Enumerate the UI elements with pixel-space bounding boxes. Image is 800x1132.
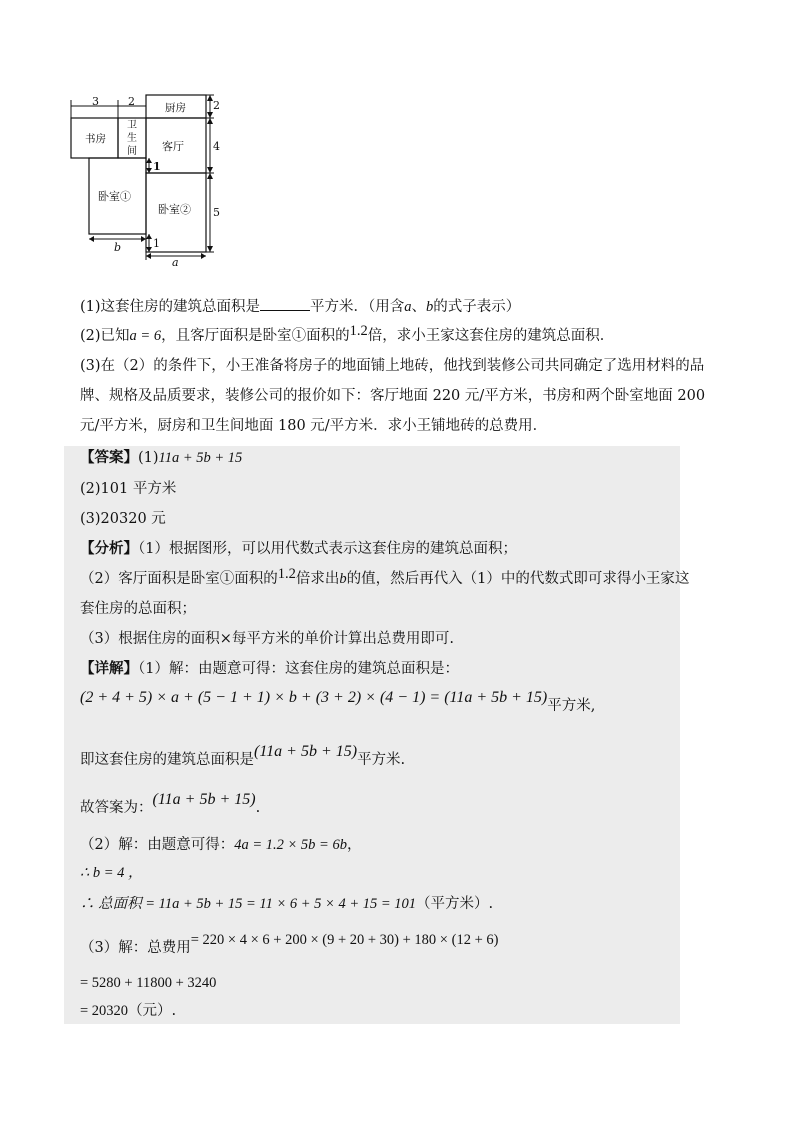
detail-line-5: ∴ b = 4 ， [80, 865, 143, 881]
analysis-line-4: （3）根据住房的面积×每平方米的单价计算出总费用即可. [80, 631, 454, 647]
detail-line-3: 故答案为：(11a + 5b + 15). [80, 791, 261, 816]
answer-line-3: (3)20320 元 [80, 511, 166, 527]
dim-gap-1-label: 1 [153, 160, 161, 173]
room-living-label: 客厅 [162, 140, 184, 153]
detail-line-6: ∴ 总面积 = 11a + 5b + 15 = 11 × 6 + 5 × 4 + 15 = 101（平方米）. [80, 896, 494, 912]
room-wc-label-3: 间 [127, 146, 137, 157]
room-wc-label-2: 生 [127, 133, 137, 144]
detail-line-4: （2）解：由题意可得：4a = 1.2 × 5b = 6b， [80, 837, 362, 853]
dim-2-label: 2 [128, 95, 135, 108]
dim-right-5-label: 5 [213, 206, 220, 219]
dim-b-label: b [114, 241, 122, 254]
question-3-line-2: 牌、规格及品质要求，装修公司的报价如下：客厅地面 220 元/平方米，书房和两个卧室地面 200 [80, 388, 706, 404]
detail-line-9: = 20320（元）. [80, 1003, 177, 1019]
room-kitchen-label: 厨房 [165, 102, 186, 114]
question-3-line-1: (3)在（2）的条件下，小王准备将房子的地面铺上地砖，他找到装修公司共同确定了选用材料的品 [80, 358, 705, 374]
detail-eq-1: (2 + 4 + 5) × a + (5 − 1 + 1) × b + (3 + 2) × (4 − 1) = (11a + 5b + 15)平方米, [80, 689, 596, 714]
detail-line-1: 【详解】（1）解：由题意可得：这套住房的建筑总面积是： [80, 660, 459, 677]
room-study-label: 书房 [85, 133, 106, 145]
analysis-line-1: 【分析】（1）根据图形，可以用代数式表示这套住房的建筑总面积； [80, 540, 517, 557]
room-bed1-label: 卧室① [98, 190, 131, 203]
dim-3-label: 3 [92, 95, 99, 108]
question-3-line-3: 元/平方米，厨房和卫生间地面 180 元/平方米．求小王铺地砖的总费用． [80, 418, 548, 434]
answer-blank [260, 296, 310, 311]
answer-line-1: 【答案】(1)11a + 5b + 15 [80, 449, 243, 466]
dim-right-4-label: 4 [213, 140, 220, 153]
question-2: (2)已知a = 6，且客厅面积是卧室①面积的1.2倍，求小王家这套住房的建筑总面积． [80, 323, 615, 344]
dim-a-label: a [172, 256, 179, 267]
analysis-line-2: （2）客厅面积是卧室①面积的1.2倍求出b的值，然后再代入（1）中的代数式即可求得小王家这 [80, 566, 690, 587]
dim-gap-1b-label: 1 [153, 237, 160, 250]
detail-line-8: = 5280 + 11800 + 3240 [80, 975, 217, 991]
floor-plan-figure [64, 92, 224, 267]
room-wc-label-1: 卫 [127, 120, 137, 131]
analysis-line-3: 套住房的总面积； [80, 601, 196, 617]
answer-line-2: (2)101 平方米 [80, 481, 177, 497]
detail-line-7: （3）解：总费用= 220 × 4 × 6 + 200 × (9 + 20 + 30) + 180 × (12 + 6) [80, 932, 499, 956]
room-bed2-label: 卧室② [158, 203, 191, 216]
dim-right-2-label: 2 [213, 99, 220, 112]
question-1: (1)这套住房的建筑总面积是 平方米．（用含a、b的式子表示） [80, 296, 520, 317]
detail-line-2: 即这套住房的建筑总面积是(11a + 5b + 15)平方米. [80, 743, 406, 768]
